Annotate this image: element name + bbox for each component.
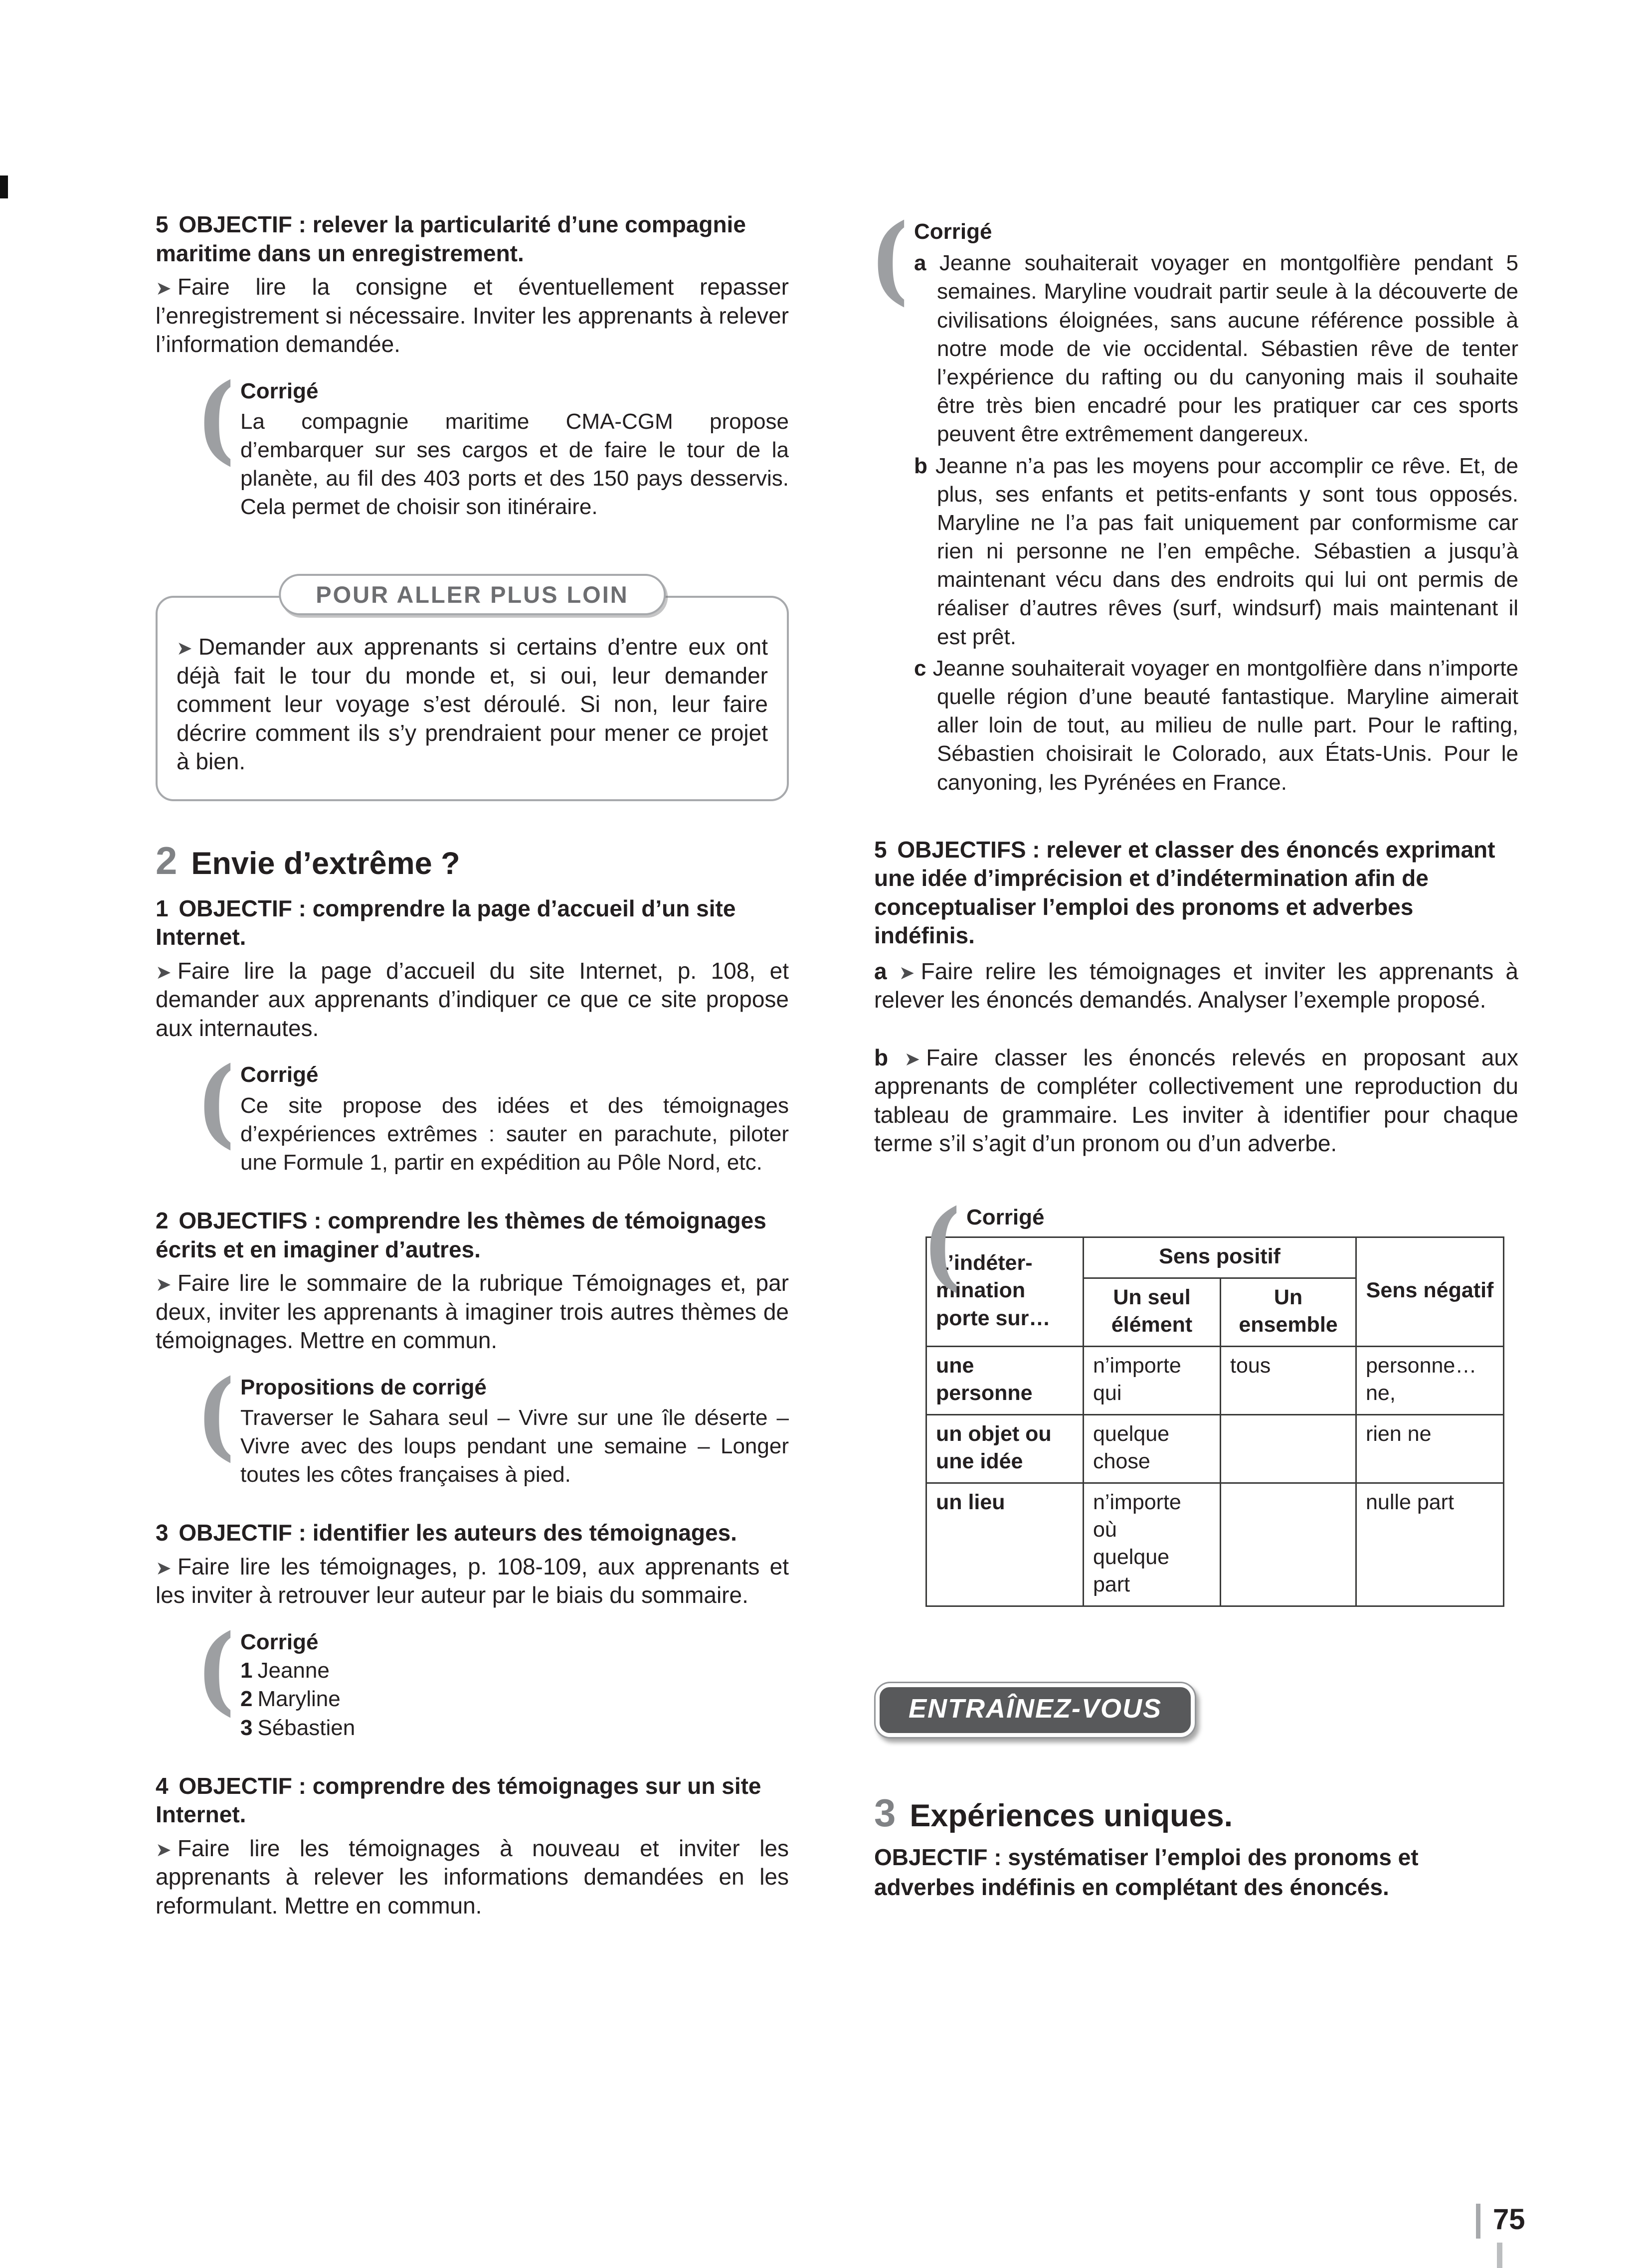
table-cell: une personne <box>926 1347 1084 1415</box>
corrige-text: La compagnie maritime CMA-CGM propose d’embarquer sur ses cargos et de faire le tour de la planète, au fil des 403 ports et des 150 pays desservis. Cela permet de choisir son itinéraire. <box>240 409 789 520</box>
step-letter: b <box>874 1044 889 1070</box>
table-row <box>926 1415 1504 1483</box>
corrige-block <box>874 204 1518 797</box>
activity-number: 1 <box>156 895 169 921</box>
table-row <box>926 1483 1504 1606</box>
activity-4-heading <box>156 1772 789 1829</box>
activity-1-heading <box>156 894 789 952</box>
activity-heading-text: OBJECTIF : identifier les auteurs des témoignages. <box>179 1520 737 1546</box>
activity-number: 5 <box>874 836 887 863</box>
activity-number: 5 <box>156 211 169 237</box>
pour-aller-plus-loin-paragraph <box>177 633 768 776</box>
instruction-paragraph <box>156 1553 789 1610</box>
propositions-corrige-label: Propositions de corrigé <box>240 1375 487 1399</box>
pour-aller-plus-loin-box <box>156 581 789 801</box>
quote-mark-icon: ( <box>201 1047 232 1150</box>
quote-mark-icon: ( <box>927 1189 958 1292</box>
corrige-label: Corrigé <box>240 1629 319 1654</box>
instruction-text: Faire lire les témoignages, p. 108-109, aux apprenants et les inviter à retrouver leur auteur par le biais du sommaire. <box>156 1553 789 1608</box>
table-cell: personne… ne, <box>1356 1347 1504 1415</box>
left-column <box>156 210 789 1920</box>
corrige-block <box>200 1047 789 1177</box>
entrainez-vous-badge <box>874 1682 1196 1739</box>
table-cell: rien ne <box>1356 1415 1504 1483</box>
arrow-icon: ➤ <box>156 1558 172 1579</box>
activity-3-heading <box>156 1519 789 1548</box>
page-edge-mark <box>0 175 8 198</box>
grammar-table <box>925 1236 1504 1607</box>
step-a-paragraph <box>874 957 1518 1015</box>
table-header-indetermination: L’indéter-mination porte sur… <box>926 1237 1084 1346</box>
activity-heading-text: OBJECTIF : relever la particularité d’une compagnie maritime dans un enregistrement. <box>156 211 746 266</box>
instruction-paragraph <box>156 957 789 1043</box>
corrige-answer-line: 1 Jeanne <box>240 1658 330 1683</box>
right-column <box>874 199 1518 1903</box>
table-cell <box>1221 1415 1356 1483</box>
quote-mark-icon: ( <box>875 204 906 306</box>
activity-5-right-heading <box>874 836 1518 950</box>
arrow-icon: ➤ <box>156 1839 172 1861</box>
bottom-right-mark <box>1497 2243 1502 2268</box>
corrige-block <box>200 1614 789 1742</box>
arrow-icon: ➤ <box>899 962 915 984</box>
table-cell: tous <box>1221 1347 1356 1415</box>
arrow-icon: ➤ <box>156 278 172 299</box>
activity-heading-text: OBJECTIFS : comprendre les thèmes de témoignages écrits et en imaginer d’autres. <box>156 1208 766 1262</box>
section-2-heading <box>156 838 789 882</box>
table-cell <box>1221 1483 1356 1606</box>
table-header-sens-negatif: Sens négatif <box>1356 1237 1504 1346</box>
table-cell: un lieu <box>926 1483 1084 1606</box>
pour-aller-plus-loin-text: Demander aux apprenants si certains d’entre eux ont déjà fait le tour du monde et, si oui, leur demander comment leur voyage s’est déroulé. Si non, leur faire décrire comment ils s’y prendraient pour mener ce projet à bien. <box>177 634 768 775</box>
arrow-icon: ➤ <box>156 1274 172 1296</box>
table-header-un-ensemble: Un ensemble <box>1221 1278 1356 1346</box>
entrainez-vous-wrap <box>874 1682 1518 1739</box>
table-cell: n’importe où quelque part <box>1084 1483 1221 1606</box>
activity-heading-text: OBJECTIF : comprendre des témoignages sur un site Internet. <box>156 1772 761 1828</box>
table-cell: quelque chose <box>1084 1415 1221 1483</box>
corrige-text: Ce site propose des idées et des témoignages d’expériences extrêmes : sauter en parachute, piloter une Formule 1, partir en expédition au Pôle Nord, etc. <box>240 1093 789 1175</box>
corrige-answer-line: 3 Sébastien <box>240 1715 356 1740</box>
instruction-text: Faire lire la consigne et éventuellement repasser l’enregistrement si nécessaire. Inviter les apprenants à relever l’information demandée. <box>156 274 789 357</box>
quote-mark-icon: ( <box>201 363 232 466</box>
arrow-icon: ➤ <box>904 1048 920 1070</box>
table-header-un-seul-element: Un seul élément <box>1084 1278 1221 1346</box>
instruction-text: Faire lire le sommaire de la rubrique Témoignages et, par deux, inviter les apprenants à imaginer trois autres thèmes de témoignages. Mettre en commun. <box>156 1270 789 1354</box>
entrainez-vous-label: ENTRAÎNEZ-VOUS <box>880 1687 1191 1733</box>
section-number: 2 <box>156 838 178 882</box>
corrige-block <box>200 363 789 522</box>
instruction-paragraph <box>156 1834 789 1920</box>
corrige-item-c: c Jeanne souhaiterait voyager en montgolfière dans n’importe quelle région d’une beauté fantastique. Maryline aimerait aller loin de tout, au milieu de nulle part. Pour le rafting, Sébastien choisirait le Colorado, aux États-Unis. Pour le canyoning, les Pyrénées en France. <box>914 656 1518 795</box>
pour-aller-plus-loin-pill: POUR ALLER PLUS LOIN <box>279 574 666 615</box>
step-b-paragraph <box>874 1044 1518 1158</box>
section-3-objective: OBJECTIF : systématiser l’emploi des pronoms et adverbes indéfinis en complétant des énoncés. <box>874 1844 1419 1901</box>
arrow-icon: ➤ <box>156 962 172 983</box>
table-cell: nulle part <box>1356 1483 1504 1606</box>
activity-heading-text: OBJECTIF : comprendre la page d’accueil d’un site Internet. <box>156 895 736 950</box>
corrige-item-b: b Jeanne n’a pas les moyens pour accomplir ce rêve. Et, de plus, ses enfants et petits-enfants y sont tous opposés. Maryline ne l’a pas fait uniquement par conformisme car rien ni personne ne l’en empêche. Sébastien a jusqu’à maintenant vécu dans des endroits qui lui ont permis de réaliser d’autres rêves (surf, windsurf) mais maintenant il est prêt. <box>914 453 1518 649</box>
instruction-paragraph <box>156 1269 789 1355</box>
instruction-text: Faire lire les témoignages à nouveau et inviter les apprenants à relever les informations demandées en les reformulant. Mettre en commun. <box>156 1835 789 1919</box>
section-title: Envie d’extrême ? <box>191 846 460 881</box>
quote-mark-icon: ( <box>201 1614 232 1717</box>
arrow-icon: ➤ <box>177 638 192 660</box>
instruction-paragraph <box>156 273 789 359</box>
activity-heading-text: OBJECTIFS : relever et classer des énoncés exprimant une idée d’imprécision et d’indétermination afin de conceptualiser l’emploi des pronoms et adverbes indéfinis. <box>874 836 1495 949</box>
activity-2-heading <box>156 1207 789 1264</box>
section-number: 3 <box>874 1791 896 1835</box>
corrige-text: Traverser le Sahara seul – Vivre sur une île déserte – Vivre avec des loups pendant une semaine – Longer toutes les côtes françaises à pied. <box>240 1405 789 1487</box>
table-header-sens-positif: Sens positif <box>1084 1237 1356 1278</box>
corrige-label: Corrigé <box>966 1205 1045 1229</box>
corrige-label: Corrigé <box>240 378 319 403</box>
quote-mark-icon: ( <box>201 1359 232 1462</box>
activity-number: 4 <box>156 1772 169 1799</box>
activity-5-heading <box>156 210 789 268</box>
corrige-item-a: a Jeanne souhaiterait voyager en montgolfière pendant 5 semaines. Maryline voudrait partir seule à la découverte de civilisations éloignées, sans aucune référence possible à notre mode de vie occidental. Sébastien rêve de tenter l’expérience du rafting ou du canyoning mais il souhaite être très bien encadré pour les pratiquer car ces sports peuvent être extrêmement dangereux. <box>914 251 1518 447</box>
table-cell: un objet ou une idée <box>926 1415 1084 1483</box>
step-letter: a <box>874 958 887 984</box>
corrige-label: Corrigé <box>240 1062 319 1087</box>
page-number-bar <box>1476 2204 1480 2239</box>
corrige-label: Corrigé <box>914 219 992 244</box>
page-number: 75 <box>1493 2203 1525 2236</box>
step-text: Faire relire les témoignages et inviter les apprenants à relever les énoncés demandés. Analyser l’exemple proposé. <box>874 958 1518 1013</box>
instruction-text: Faire lire la page d’accueil du site Internet, p. 108, et demander aux apprenants d’indiquer ce que ce site propose aux internautes. <box>156 957 789 1041</box>
corrige-answer-line: 2 Maryline <box>240 1687 341 1712</box>
activity-number: 2 <box>156 1208 169 1234</box>
section-title: Expériences uniques. <box>910 1798 1233 1834</box>
activity-number: 3 <box>156 1520 169 1546</box>
step-text: Faire classer les énoncés relevés en proposant aux apprenants de compléter collectivement une reproduction du tableau de grammaire. Les inviter à identifier pour chaque terme s’il s’agit d’un pronom ou d’un adverbe. <box>874 1044 1518 1157</box>
propositions-corrige-block <box>200 1359 789 1489</box>
table-row <box>926 1347 1504 1415</box>
section-3-heading <box>874 1793 1518 1834</box>
table-cell: n’importe qui <box>1084 1347 1221 1415</box>
